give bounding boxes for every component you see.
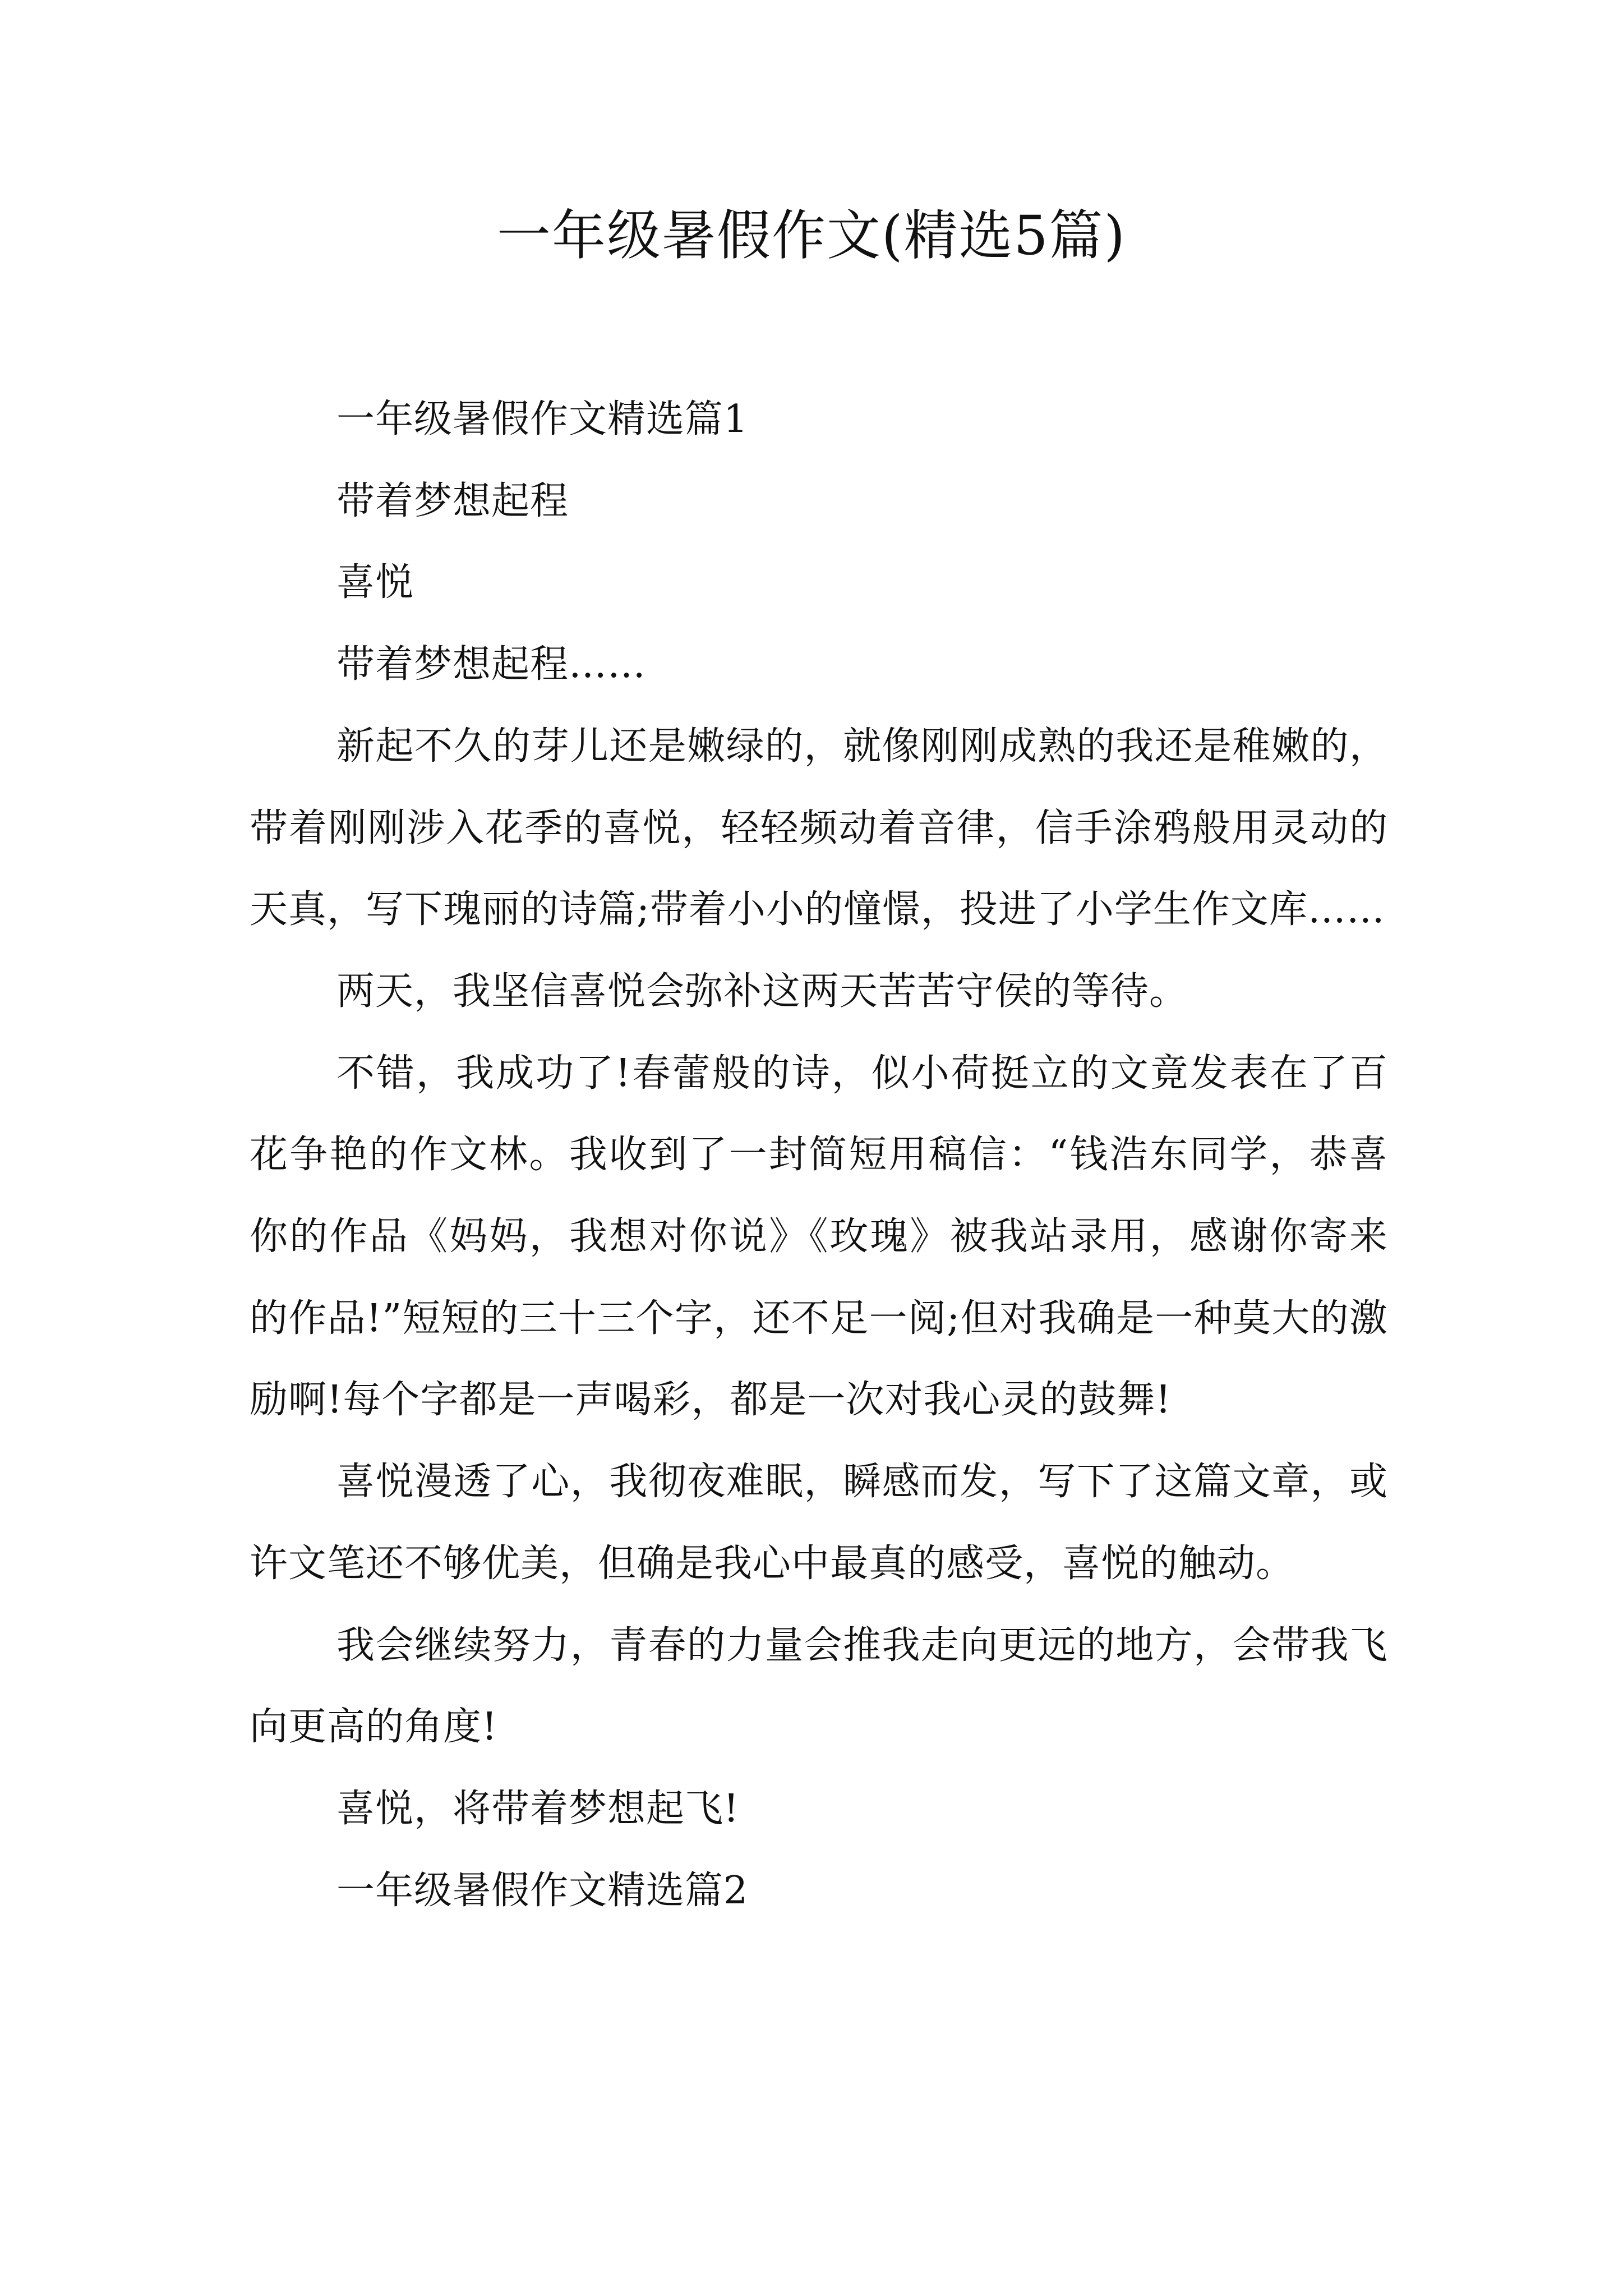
paragraph: 喜悦漫透了心，我彻夜难眠，瞬感而发，写下了这篇文章，或许文笔还不够优美，但确是我心中最真的感受，喜悦的触动。 xyxy=(250,1460,1388,1586)
paragraph: 我会继续努力，青春的力量会推我走向更远的地方，会带我飞向更高的角度! xyxy=(250,1623,1388,1750)
section-heading-1: 一年级暑假作文精选篇1 xyxy=(336,397,749,441)
section-heading-2: 一年级暑假作文精选篇2 xyxy=(336,1868,749,1913)
essay-title: 带着梦想起程 xyxy=(336,478,569,523)
essay-subtitle: 喜悦 xyxy=(336,560,414,605)
paragraph: 不错，我成功了!春蕾般的诗，似小荷挺立的文竟发表在了百花争艳的作文林。我收到了一封简短用稿信：“钱浩东同学，恭喜你的作品《妈妈，我想对你说》《玫瑰》被我站录用，感谢你寄来的作品!”短短的三十三个字，还不足一阅;但对我确是一种莫大的激励啊!每个字都是一声喝彩，都是一次对我心灵的鼓舞! xyxy=(250,1051,1388,1423)
paragraph: 两天，我坚信喜悦会弥补这两天苦苦守侯的等待。 xyxy=(336,969,1188,1014)
paragraph: 喜悦，将带着梦想起飞! xyxy=(336,1786,740,1831)
document-title: 一年级暑假作文(精选5篇) xyxy=(497,204,1126,267)
paragraph: 带着梦想起程…… xyxy=(336,642,647,687)
document-body xyxy=(250,379,1388,1931)
paragraph: 新起不久的芽儿还是嫩绿的，就像刚刚成熟的我还是稚嫩的，带着刚刚涉入花季的喜悦，轻轻频动着音律，信手涂鸦般用灵动的天真，写下瑰丽的诗篇;带着小小的憧憬，投进了小学生作文库…… xyxy=(250,724,1388,932)
